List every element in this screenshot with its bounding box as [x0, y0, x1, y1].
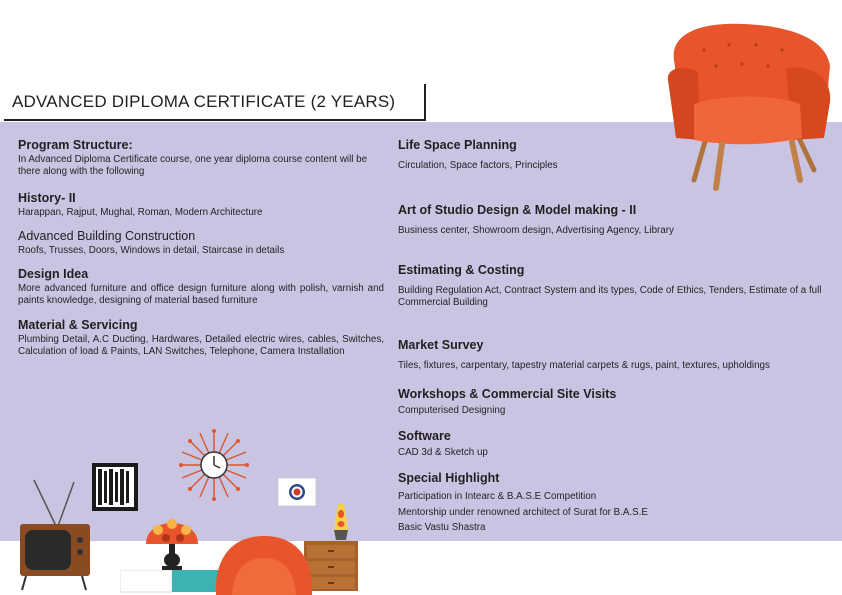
section-software [398, 429, 838, 459]
section-body [398, 489, 838, 536]
sunburst-clock-illustration [178, 428, 250, 502]
section-body: Business center, Showroom design, Advertising Agency, Library [398, 225, 674, 236]
section-heading: Estimating & Costing [398, 263, 525, 277]
section-body: More advanced furniture and office design furniture along with polish, varnish and paints knowledge, designing of material based furniture [18, 283, 384, 306]
section-heading: Software [398, 429, 451, 443]
section-body: Tiles, fixtures, carpentary, tapestry material carpets & rugs, paint, textures, upholdings [398, 360, 770, 371]
page-title: ADVANCED DIPLOMA CERTIFICATE (2 YEARS) [12, 92, 396, 111]
section-market-survey [398, 338, 838, 372]
section-body: Building Regulation Act, Contract System and its types, Code of Ethics, Tenders, Estimate of a full Commercial Building [398, 285, 822, 308]
orange-chair-illustration [212, 528, 316, 595]
section-heading: Market Survey [398, 338, 484, 352]
section-heading: Special Highlight [398, 471, 500, 485]
section-body: CAD 3d & Sketch up [398, 447, 488, 458]
op-art-frame-illustration [92, 463, 138, 511]
section-body: Plumbing Detail, A.C Ducting, Hardwares, Detailed electric wires, cables, Switches, Calculation of load & Paints, LAN Switches, Telephone, Camera Installation [18, 334, 384, 357]
title-divider-horizontal [4, 119, 426, 121]
section-body: Computerised Designing [398, 405, 506, 416]
section-art-of-studio-design [398, 203, 838, 237]
section-workshops-site-visits [398, 387, 838, 417]
retro-lamp-illustration [138, 508, 206, 574]
section-heading: Workshops & Commercial Site Visits [398, 387, 617, 401]
section-heading: Art of Studio Design & Model making - II [398, 203, 637, 217]
highlight-line: Basic Vastu Shastra [398, 522, 486, 533]
target-frame-illustration [278, 478, 316, 506]
section-body: Harappan, Rajput, Mughal, Roman, Modern Architecture [18, 207, 263, 218]
section-heading: Life Space Planning [398, 138, 517, 152]
section-body: Circulation, Space factors, Principles [398, 160, 558, 171]
section-special-highlight [398, 471, 838, 536]
section-estimating-costing [398, 263, 838, 308]
section-life-space-planning [398, 138, 838, 172]
side-table-illustration [120, 570, 224, 594]
section-program-structure [18, 138, 384, 177]
section-heading: Program Structure: [18, 138, 133, 152]
section-body: In Advanced Diploma Certificate course, one year diploma course content will be there along with the following [18, 154, 368, 177]
section-history-ii [18, 191, 384, 219]
title-divider-vertical [424, 84, 426, 120]
highlight-line: Participation in Intearc & B.A.S.E Competition [398, 491, 597, 502]
retro-tv-illustration [16, 478, 92, 592]
lava-lamp-illustration [332, 502, 350, 542]
section-design-idea [18, 267, 384, 306]
section-heading: History- II [18, 191, 76, 205]
section-body: Roofs, Trusses, Doors, Windows in detail, Staircase in details [18, 245, 285, 256]
section-heading: Design Idea [18, 267, 89, 281]
section-material-servicing [18, 318, 384, 357]
section-heading: Material & Servicing [18, 318, 138, 332]
section-advanced-building-construction [18, 229, 384, 257]
section-heading: Advanced Building Construction [18, 229, 196, 243]
highlight-line: Mentorship under renowned architect of Surat for B.A.S.E [398, 506, 648, 518]
